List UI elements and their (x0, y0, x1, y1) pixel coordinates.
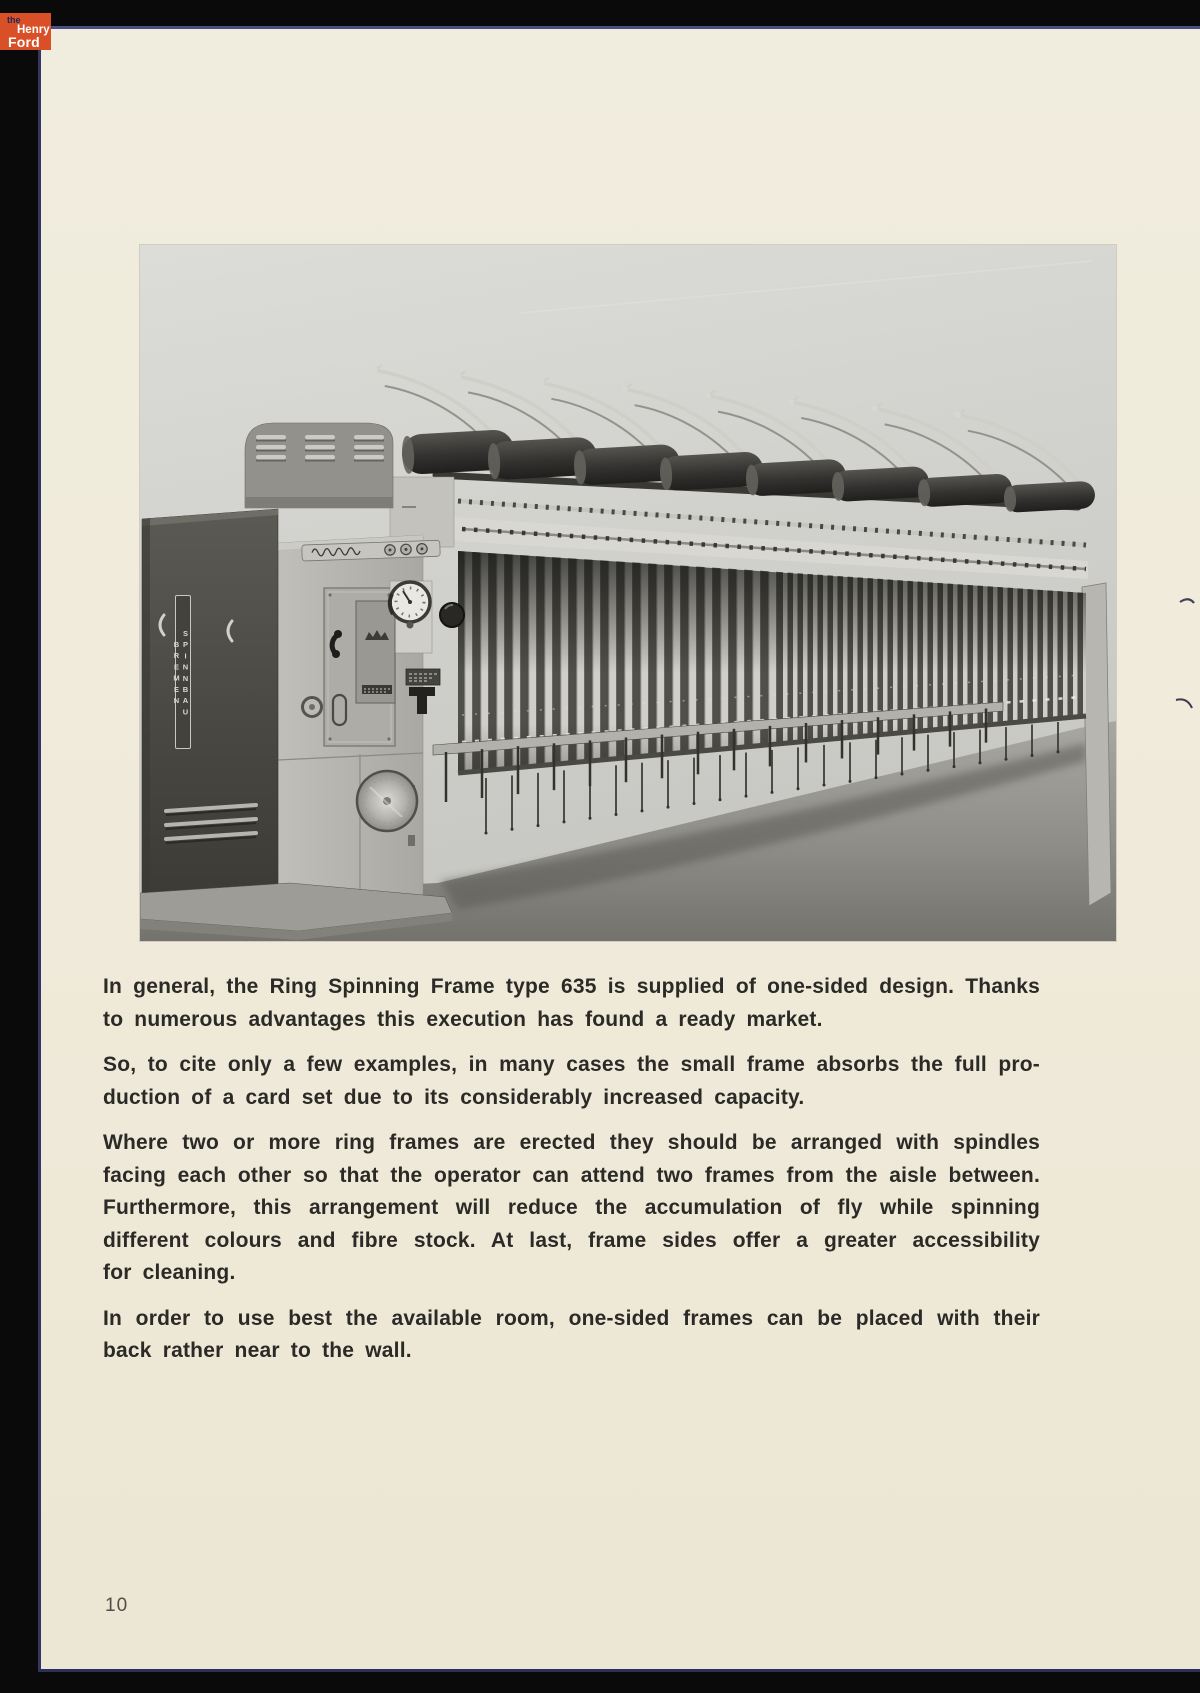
end-cabinet (142, 509, 278, 911)
text-line: In order to use best the available room, one-sided frames can be placed with their (103, 1306, 1040, 1330)
logo-the: the (7, 15, 21, 25)
text-line: Furthermore, this arrangement will reduce the accumulation of fly while spinning (103, 1196, 1040, 1219)
pencil-marks (1168, 588, 1200, 724)
text-line: In general, the Ring Spinning Frame type 635 is supplied of one-sided design. Thanks (103, 975, 1040, 998)
paragraph (103, 1127, 1040, 1290)
side-knob (440, 603, 464, 627)
text-line: for cleaning. (103, 1261, 236, 1284)
text-line: different colours and fibre stock. At last, frame sides offer a greater accessibility (103, 1228, 1040, 1252)
logo-henry: Henry (17, 24, 50, 36)
machine-label: SPINNBAU BREMEN (175, 595, 191, 749)
paragraph (103, 1303, 1040, 1368)
text-line: Where two or more ring frames are erected they should be arranged with spindles (103, 1131, 1040, 1154)
fan-disc (357, 771, 417, 831)
text-line: So, to cite only a few examples, in many cases the small frame absorbs the full pro- (103, 1053, 1040, 1076)
logo-ford: Ford (8, 34, 40, 50)
document-page (38, 26, 1200, 1672)
paragraph (103, 1049, 1040, 1114)
machine-illustration (140, 245, 1116, 941)
page-number: 10 (105, 1595, 129, 1616)
machine-photo (140, 245, 1116, 941)
text-line: duction of a card set due to its considerably increased capacity. (103, 1085, 805, 1109)
body-text (103, 971, 1040, 1368)
text-line: facing each other so that the operator can attend two frames from the aisle between. (103, 1163, 1040, 1187)
hood-louvers (256, 435, 384, 462)
henry-ford-logo (0, 13, 51, 50)
text-line: back rather near to the wall. (103, 1339, 412, 1362)
paragraph (103, 971, 1040, 1036)
text-line: to numerous advantages this execution has found a ready market. (103, 1007, 823, 1031)
